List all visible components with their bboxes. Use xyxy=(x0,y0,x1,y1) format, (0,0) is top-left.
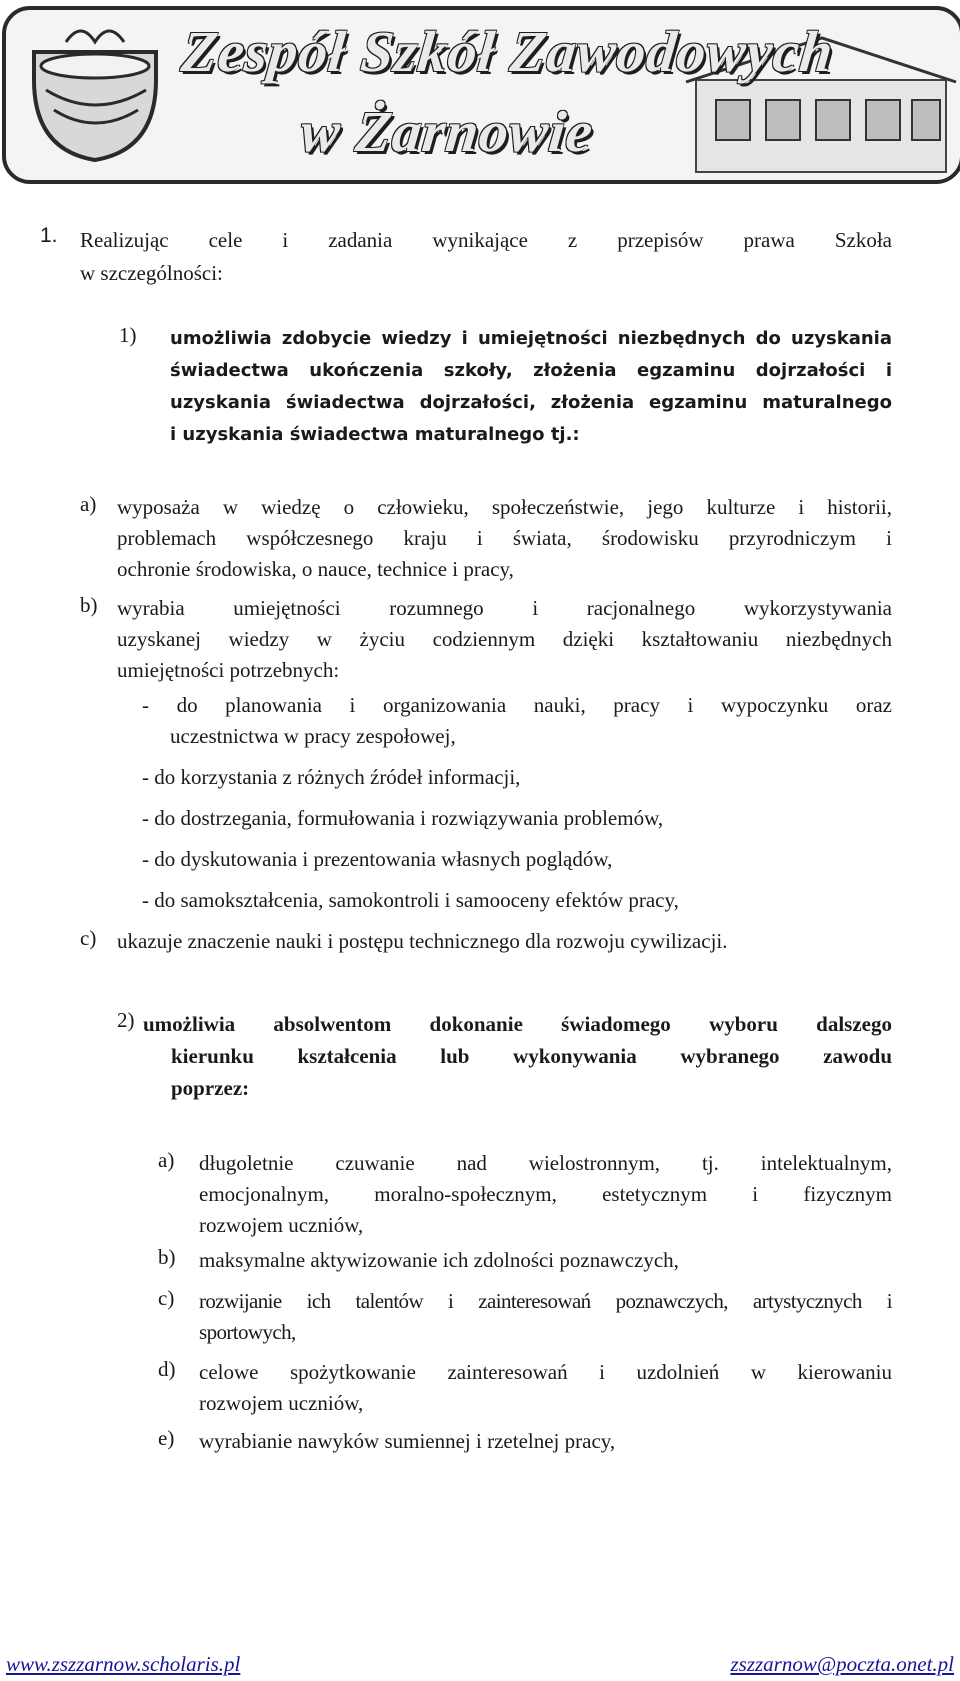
subitem-1a-line: ochronie środowiska, o nauce, technice i pracy, xyxy=(117,557,514,581)
subitem-2d-text xyxy=(199,1357,892,1419)
subitem-1a-line: problemach współczesnego kraju i świata, środowisku przyrodniczym i xyxy=(117,526,892,550)
dash-item-line: - do planowania i organizowania nauki, pracy i wypoczynku oraz xyxy=(142,693,892,717)
item-2-line: umożliwia absolwentom dokonanie świadomego wyboru dalszego xyxy=(143,1012,892,1036)
subitem-1b-text xyxy=(117,593,892,686)
item-marker: 1) xyxy=(119,323,137,347)
subitem-marker: c) xyxy=(80,926,97,950)
dash-item: - do samokształcenia, samokontroli i samooceny efektów pracy, xyxy=(142,888,679,912)
item-marker: 2) xyxy=(117,1008,135,1032)
item-1-line: świadectwa ukończenia szkoły, złożenia egzaminu dojrzałości i xyxy=(170,360,892,381)
subitem-2a-line: długoletnie czuwanie nad wielostronnym, tj. intelektualnym, xyxy=(199,1151,892,1175)
subitem-marker: b) xyxy=(158,1245,176,1269)
subitem-marker: a) xyxy=(158,1148,175,1172)
subitem-2a-text xyxy=(199,1148,892,1241)
section-heading-line: Realizując cele i zadania wynikające z przepisów prawa Szkoła xyxy=(80,228,892,252)
subitem-2c-text xyxy=(199,1286,892,1348)
dash-item: - do korzystania z różnych źródeł informacji, xyxy=(142,765,521,789)
subitem-2b-text: maksymalne aktywizowanie ich zdolności poznawczych, xyxy=(199,1248,679,1272)
subitem-2a-line: emocjonalnym, moralno-społecznym, estetycznym i fizycznym xyxy=(199,1182,892,1206)
footer-website-link[interactable]: www.zszzarnow.scholaris.pl xyxy=(6,1652,241,1676)
subitem-2c-line: sportowych, xyxy=(199,1320,296,1344)
subitem-2c-line: rozwijanie ich talentów i zainteresowań poznawczych, artystycznych i xyxy=(199,1289,892,1313)
banner-title: Zespół Szkół Zawodowych xyxy=(178,19,837,84)
subitem-marker: d) xyxy=(158,1357,176,1381)
item-2-line: kierunku kształcenia lub wykonywania wybranego zawodu xyxy=(171,1044,892,1068)
item-2-text xyxy=(143,1008,892,1104)
dash-item: - do dostrzegania, formułowania i rozwiązywania problemów, xyxy=(142,806,664,830)
subitem-2d-line: celowe spożytkowanie zainteresowań i uzdolnień w kierowaniu xyxy=(199,1360,892,1384)
item-1-line: uzyskania świadectwa dojrzałości, złożenia egzaminu maturalnego xyxy=(170,392,892,413)
section-heading xyxy=(80,224,892,290)
subitem-2d-line: rozwojem uczniów, xyxy=(199,1391,364,1415)
section-number: 1. xyxy=(40,224,58,247)
subitem-1a-line: wyposaża w wiedzę o człowieku, społeczeństwie, jego kulturze i historii, xyxy=(117,495,892,519)
item-1-line: i uzyskania świadectwa maturalnego tj.: xyxy=(170,424,580,445)
subitem-1c-text: ukazuje znaczenie nauki i postępu technicznego dla rozwoju cywilizacji. xyxy=(117,929,728,953)
dash-item: - do dyskutowania i prezentowania własnych poglądów, xyxy=(142,847,613,871)
item-1-line: umożliwia zdobycie wiedzy i umiejętności niezbędnych do uzyskania xyxy=(170,328,892,349)
footer-email-link[interactable]: zszzarnow@poczta.onet.pl xyxy=(730,1652,954,1676)
subitem-1b-line: umiejętności potrzebnych: xyxy=(117,658,340,682)
subitem-2a-line: rozwojem uczniów, xyxy=(199,1213,364,1237)
subitem-1a-text xyxy=(117,492,892,585)
subitem-marker: b) xyxy=(80,593,98,617)
subitem-1b-line: wyrabia umiejętności rozumnego i racjonalnego wykorzystywania xyxy=(117,596,892,620)
subitem-marker: c) xyxy=(158,1286,175,1310)
school-banner xyxy=(2,6,960,184)
section-heading-line: w szczególności: xyxy=(80,261,223,285)
subitem-marker: e) xyxy=(158,1426,175,1450)
dash-item xyxy=(142,690,892,721)
dash-item-continuation: uczestnictwa w pracy zespołowej, xyxy=(170,724,456,748)
item-1-text xyxy=(170,323,892,451)
subitem-2e-text: wyrabianie nawyków sumiennej i rzetelnej pracy, xyxy=(199,1429,616,1453)
subitem-1b-line: uzyskanej wiedzy w życiu codziennym dzięki kształtowaniu niezbędnych xyxy=(117,627,892,651)
subitem-marker: a) xyxy=(80,492,97,516)
banner-subtitle: w Żarnowie xyxy=(297,99,597,164)
item-2-line: poprzez: xyxy=(171,1076,250,1100)
